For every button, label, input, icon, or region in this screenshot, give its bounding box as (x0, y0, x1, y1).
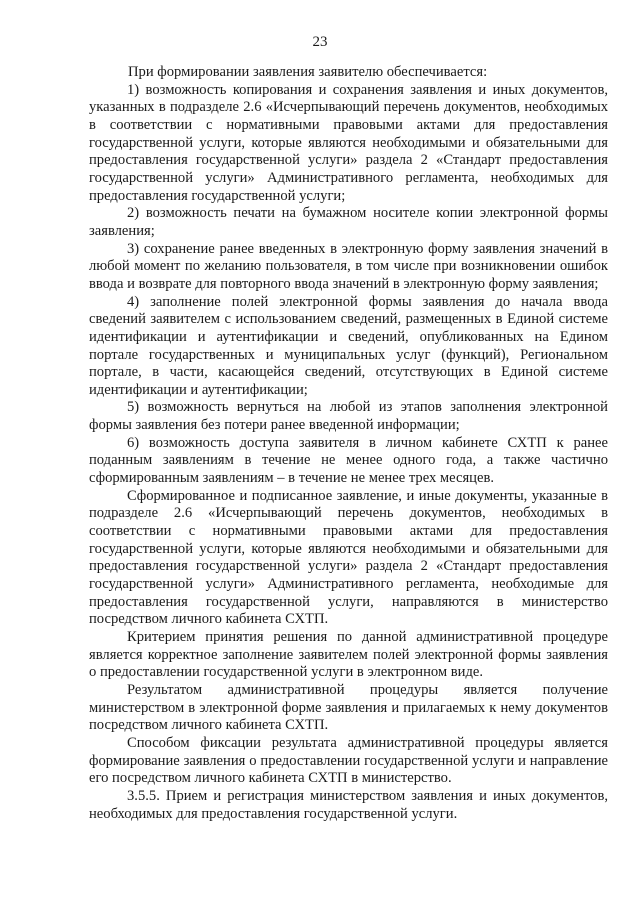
fixation-paragraph: Способом фиксации результата административной процедуры является формирование заявления о предоставлении государственной услуги и направление его посредством личного кабинета СХТП в министерство. (89, 734, 608, 787)
list-item-1: 1) возможность копирования и сохранения заявления и иных документов, указанных в подразделе 2.6 «Исчерпывающий перечень документов, необходимых в соответствии с нормативными правовыми актами для предоставления государственной услуги, которые являются необходимыми и обязательными для предоставления государственной услуги» раздела 2 «Стандарт предоставления государственной услуги» Административного регламента, необходимых для предоставления государственной услуги; (89, 81, 608, 204)
list-item-3: 3) сохранение ранее введенных в электронную форму заявления значений в любой момент по желанию пользователя, в том числе при возникновении ошибок ввода и возврате для повторного ввода значений в электронную форму заявления; (89, 240, 608, 292)
list-item-2: 2) возможность печати на бумажном носителе копии электронной формы заявления; (89, 205, 608, 239)
submission-paragraph: Сформированное и подписанное заявление, и иные документы, указанные в подразделе 2.6 «Исчерпывающий перечень документов, необходимых в соответствии с нормативными правовыми актами для предоставления государственной услуги, которые являются необходимыми и обязательными для предоставления государственной услуги» раздела 2 «Стандарт предоставления государственной услуги» Административного регламента, необходимые для предоставления государственной услуги, направляются в министерство посредством личного кабинета СХТП. (89, 487, 608, 628)
list-item-5: 5) возможность вернуться на любой из этапов заполнения электронной формы заявления без потери ранее введенной информации; (89, 399, 608, 434)
document-body (89, 64, 608, 823)
list-item-6: 6) возможность доступа заявителя в личном кабинете СХТП к ранее поданным заявлениям в течение не менее одного года, а также частично сформированным заявлениям – в течение не менее трех месяцев. (89, 434, 608, 487)
criterion-paragraph: Критерием принятия решения по данной административной процедуре является корректное заполнение заявителем полей электронной формы заявления о предоставлении государственной услуги в электронном виде. (89, 629, 608, 681)
page-number: 23 (312, 34, 328, 50)
list-item-4: 4) заполнение полей электронной формы заявления до начала ввода сведений заявителем с использованием сведений, размещенных в Единой системе идентификации и аутентификации и сведений, опубликованных на Едином портале государственных и муниципальных услуг (функций), Региональном портале, в части, касающейся сведений, отсутствующих в Единой системе идентификации и аутентификации; (89, 293, 608, 398)
intro-paragraph: При формировании заявления заявителю обеспечивается: (128, 64, 488, 80)
section-3-5-5-heading: 3.5.5. Прием и регистрация министерством заявления и иных документов, необходимых для предоставления государственной услуги. (89, 787, 608, 822)
result-paragraph: Результатом административной процедуры является получение министерством в электронной форме заявления и прилагаемых к нему документов посредством личного кабинета СХТП. (89, 681, 608, 734)
